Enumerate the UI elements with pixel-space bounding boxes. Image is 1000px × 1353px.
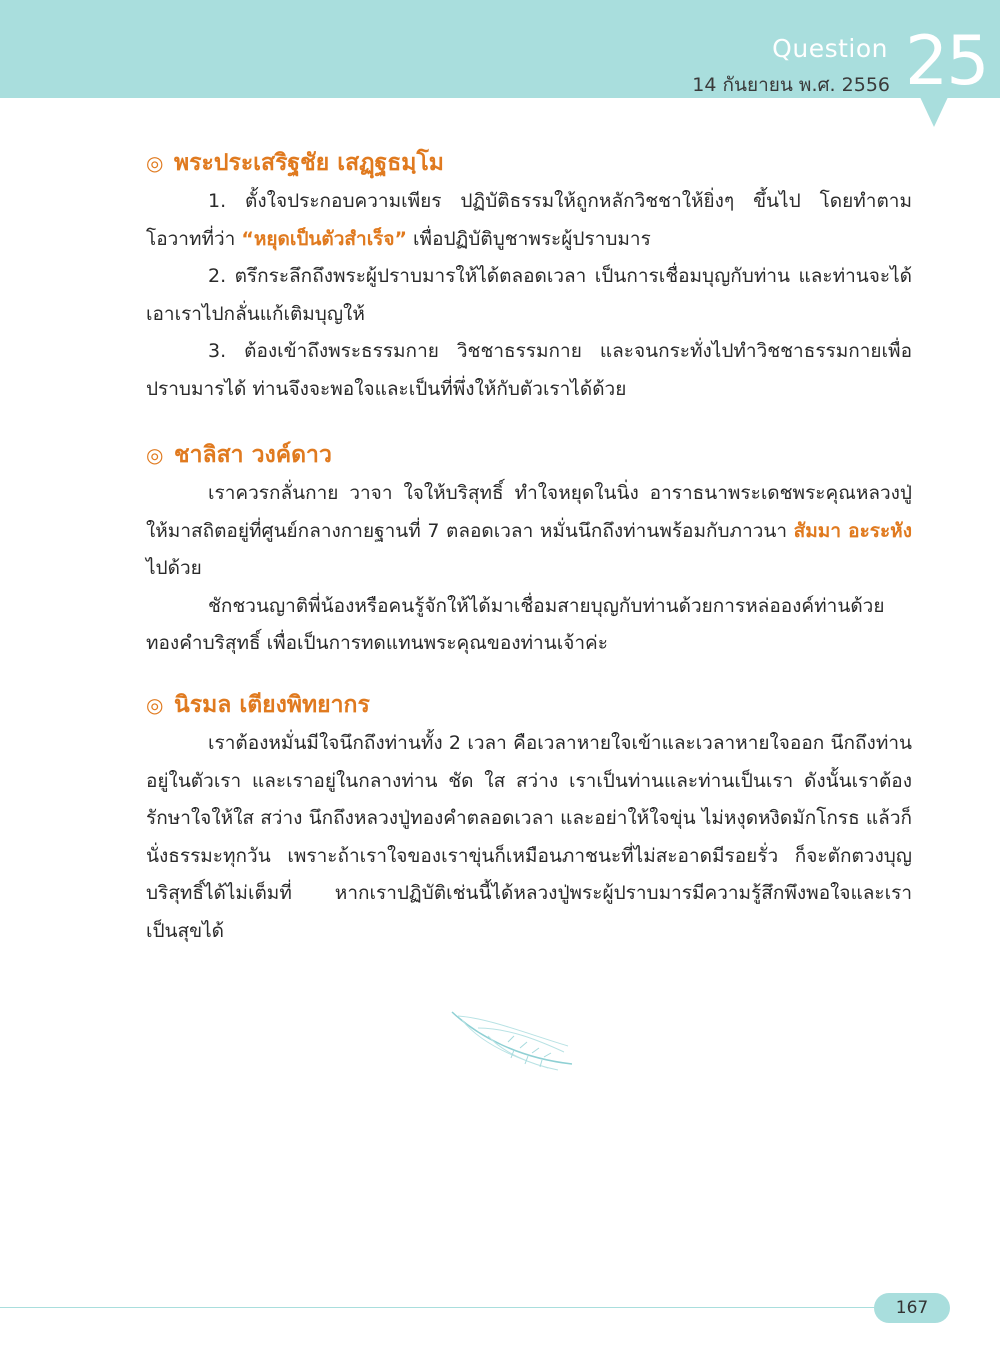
question-number: 25 bbox=[905, 22, 988, 101]
question-date: 14 กันยายน พ.ศ. 2556 bbox=[692, 74, 890, 96]
section-heading bbox=[146, 143, 912, 183]
section-name: พระประเสริฐชัย เสฏฺฐธมฺโม bbox=[174, 150, 444, 176]
paragraph bbox=[146, 183, 912, 258]
section-name: นิรมล เตียงพิทยากร bbox=[174, 692, 370, 718]
bullet-icon: ◎ bbox=[146, 443, 164, 467]
paragraph: เราต้องหมั่นมีใจนึกถึงท่านทั้ง 2 เวลา คือเวลาหายใจเข้าและเวลาหายใจออก นึกถึงท่านอยู่ในตัวเรา และเราอยู่ในกลางท่าน ชัด ใส สว่าง เราเป็นท่านและท่านเป็นเรา ดังนั้นเราต้องรักษาใจให้ใส สว่าง นึกถึงหลวงปู่ทองคำตลอดเวลา และอย่าให้ใจขุ่น ไม่หงุดหงิดมักโกรธ แล้วก็นั่งธรรมะทุกวัน เพราะถ้าเราใจของเราขุ่นก็เหมือนภาชนะที่ไม่สะอาดมีรอยรั่ว ก็จะตักตวงบุญบริสุทธิ์ได้ไม่เต็มที่ หากเราปฏิบัติเช่นนี้ได้หลวงปู่พระผู้ปราบมารมีความรู้สึกพึงพอใจและเราเป็นสุขได้ bbox=[146, 732, 912, 942]
section-heading bbox=[146, 685, 912, 725]
paragraph-text: ไปด้วย bbox=[146, 557, 202, 579]
section-heading bbox=[146, 435, 912, 475]
paragraph bbox=[146, 475, 912, 588]
feather-icon bbox=[448, 1006, 578, 1076]
paragraph: ชักชวนญาติพี่น้องหรือคนรู้จักให้ได้มาเชื่อมสายบุญกับท่านด้วยการหล่อองค์ท่านด้วยทองคำบริสุทธิ์ เพื่อเป็นการทดแทนพระคุณของท่านเจ้าค่ะ bbox=[146, 594, 885, 654]
bullet-icon: ◎ bbox=[146, 151, 164, 175]
section-name: ชาลิสา วงค์ดาว bbox=[174, 442, 332, 468]
paragraph: 2. ตรึกระลึกถึงพระผู้ปราบมารให้ได้ตลอดเวลา เป็นการเชื่อมบุญกับท่าน และท่านจะได้เอาเราไปกลั่นแก้เติมบุญให้ bbox=[146, 265, 912, 325]
bullet-icon: ◎ bbox=[146, 693, 164, 717]
header-pointer bbox=[920, 97, 948, 127]
highlight-text: “หยุดเป็นตัวสำเร็จ” bbox=[241, 227, 408, 250]
footer-line bbox=[0, 1307, 880, 1308]
page-number: 167 bbox=[874, 1293, 950, 1323]
paragraph-text: เราควรกลั่นกาย วาจา ใจให้บริสุทธิ์ ทำใจหยุดในนิ่ง อาราธนาพระเดชพระคุณหลวงปู่ให้มาสถิตอยู่ที่ศูนย์กลางกายฐานที่ 7 ตลอดเวลา หมั่นนึกถึงท่านพร้อมกับภาวนา bbox=[146, 482, 912, 542]
paragraph: 3. ต้องเข้าถึงพระธรรมกาย วิชชาธรรมกาย และจนกระทั่งไปทำวิชชาธรรมกายเพื่อปราบมารได้ ท่านจึงจะพอใจและเป็นที่พึ่งให้กับตัวเราได้ด้วย bbox=[146, 340, 912, 400]
section-2 bbox=[146, 435, 912, 663]
question-label: Question bbox=[772, 34, 888, 63]
paragraph-text: เพื่อปฏิบัติบูชาพระผู้ปราบมาร bbox=[407, 227, 651, 250]
paragraph-text: 1. ตั้งใจประกอบความเพียร ปฏิบัติธรรมให้ถูกหลักวิชชาให้ยิ่งๆ ขึ้นไป โดยทำตามโอวาทที่ว่า bbox=[146, 190, 912, 250]
section-3 bbox=[146, 685, 912, 950]
highlight-text: สัมมา อะระหัง bbox=[793, 519, 912, 542]
section-1 bbox=[146, 143, 912, 408]
